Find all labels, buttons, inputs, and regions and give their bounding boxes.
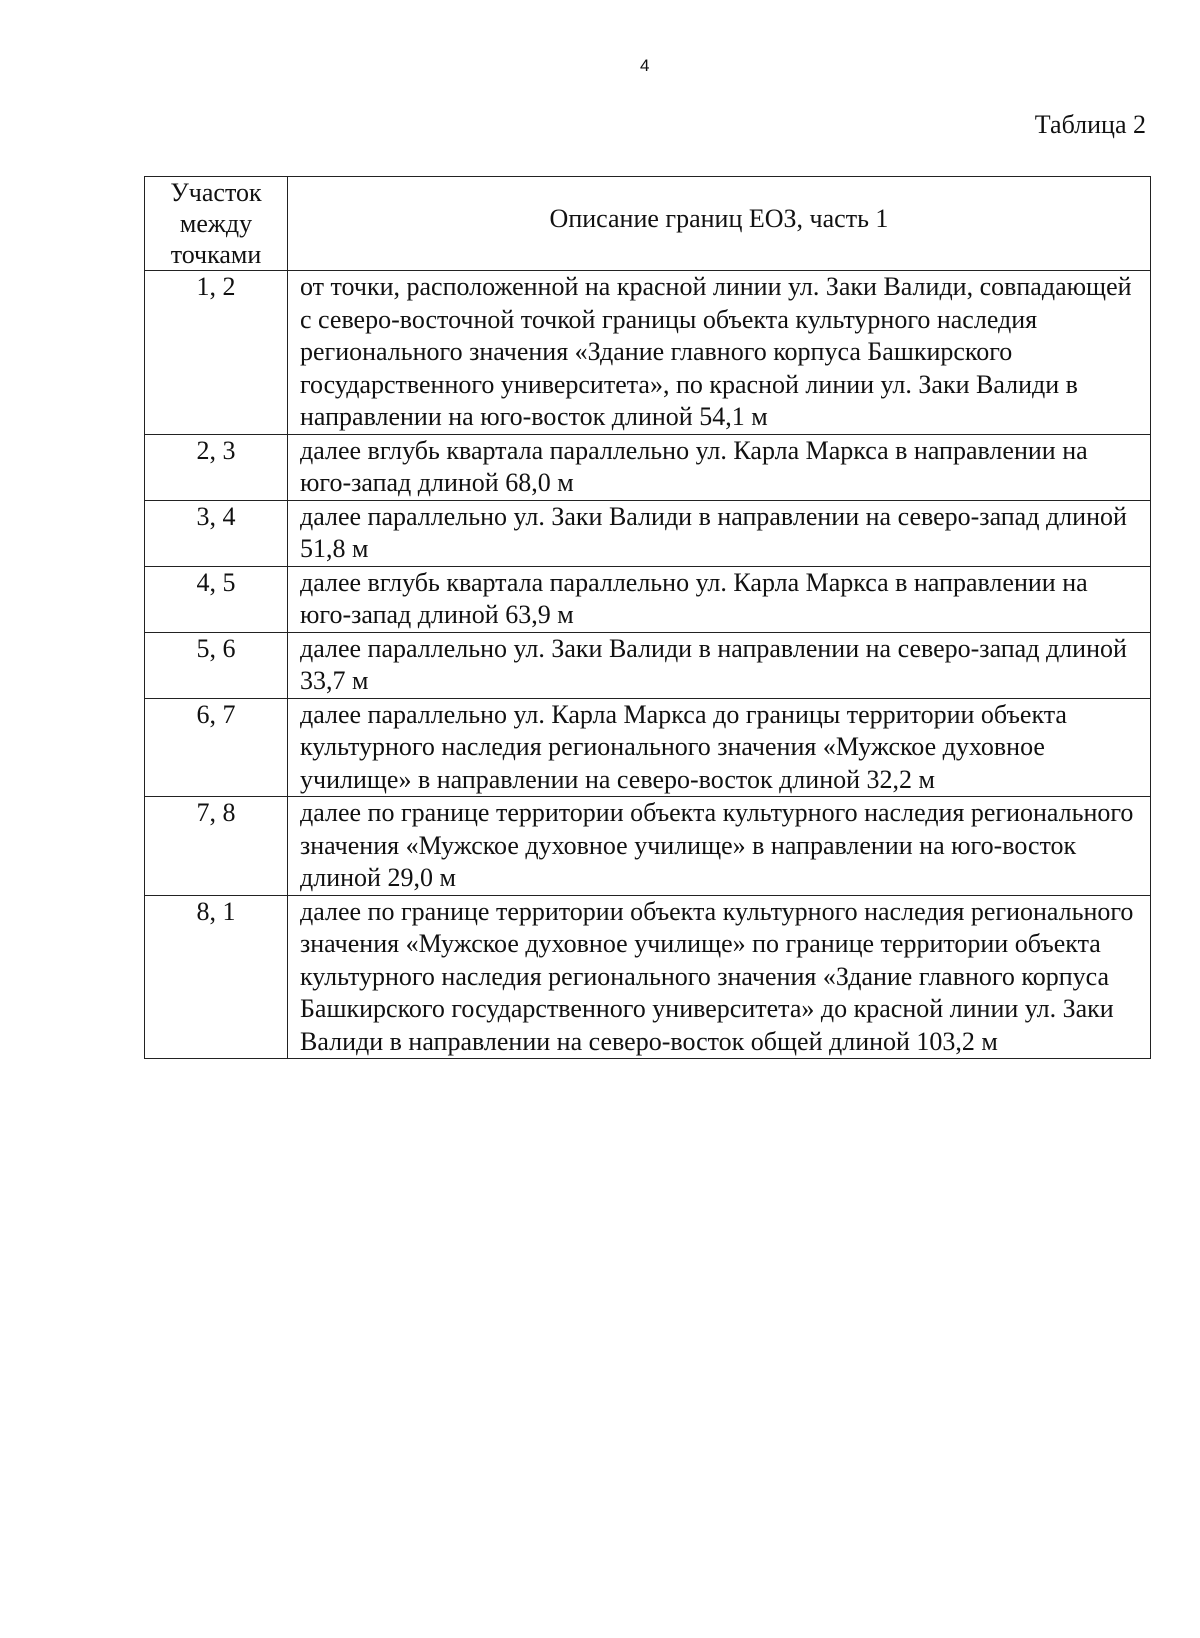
- segment-cell: 5, 6: [145, 632, 288, 698]
- table-row: [145, 895, 1151, 1059]
- header-segment-line: Участок: [170, 178, 262, 207]
- segment-cell: 1, 2: [145, 271, 288, 435]
- description-cell: далее вглубь квартала параллельно ул. Карла Маркса в направлении на юго-запад длиной 68,0 м: [288, 434, 1151, 500]
- table-row: [145, 632, 1151, 698]
- header-segment-line: точками: [170, 240, 262, 269]
- table-row: [145, 271, 1151, 435]
- table-row: [145, 434, 1151, 500]
- description-cell: от точки, расположенной на красной линии ул. Заки Валиди, совпадающей с северо-восточной точкой границы объекта культурного наследия регионального значения «Здание главного корпуса Башкирского государственного университета», по красной линии ул. Заки Валиди в направлении на юго-восток длиной 54,1 м: [288, 271, 1151, 435]
- description-cell: далее по границе территории объекта культурного наследия регионального значения «Мужское духовное училище» по границе территории объекта культурного наследия регионального значения «Здание главного корпуса Башкирского государственного университета» до красной линии ул. Заки Валиди в направлении на северо-восток общей длиной 103,2 м: [288, 895, 1151, 1059]
- segment-cell: 7, 8: [145, 797, 288, 896]
- description-cell: далее по границе территории объекта культурного наследия регионального значения «Мужское духовное училище» в направлении на юго-восток длиной 29,0 м: [288, 797, 1151, 896]
- table-row: [145, 566, 1151, 632]
- description-cell: далее параллельно ул. Заки Валиди в направлении на северо-запад длиной 33,7 м: [288, 632, 1151, 698]
- table-caption: Таблица 2: [1034, 110, 1146, 139]
- table-row: [145, 797, 1151, 896]
- segment-cell: 8, 1: [145, 895, 288, 1059]
- description-cell: далее параллельно ул. Карла Маркса до границы территории объекта культурного наследия регионального значения «Мужское духовное училище» в направлении на северо-восток длиной 32,2 м: [288, 698, 1151, 797]
- segment-cell: 4, 5: [145, 566, 288, 632]
- header-description: Описание границ ЕОЗ, часть 1: [288, 177, 1151, 271]
- table-row: [145, 500, 1151, 566]
- segment-cell: 2, 3: [145, 434, 288, 500]
- header-segment: [145, 177, 288, 271]
- description-cell: далее вглубь квартала параллельно ул. Карла Маркса в направлении на юго-запад длиной 63,9 м: [288, 566, 1151, 632]
- boundary-description-table: [144, 176, 1151, 1059]
- header-segment-line: между: [179, 209, 253, 238]
- page-number: 4: [640, 56, 650, 75]
- table-header-row: [145, 177, 1151, 271]
- segment-cell: 3, 4: [145, 500, 288, 566]
- segment-cell: 6, 7: [145, 698, 288, 797]
- table-row: [145, 698, 1151, 797]
- description-cell: далее параллельно ул. Заки Валиди в направлении на северо-запад длиной 51,8 м: [288, 500, 1151, 566]
